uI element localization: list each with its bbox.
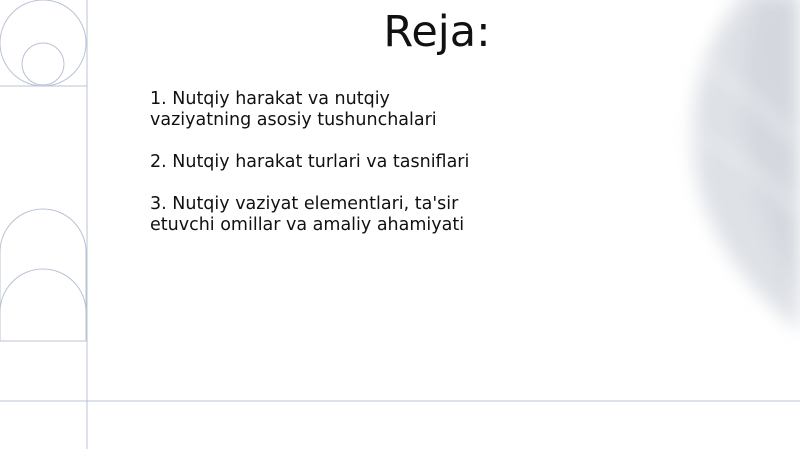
agenda-list bbox=[150, 89, 490, 257]
agenda-item: 3. Nutqiy vaziyat elementlari, ta'sir etuvchi omillar va amaliy ahamiyati bbox=[150, 194, 465, 235]
agenda-item: 1. Nutqiy harakat va nutqiy vaziyatning asosiy tushunchalari bbox=[150, 89, 437, 130]
agenda-item: 2. Nutqiy harakat turlari va tasniflari bbox=[150, 152, 470, 172]
slide-title: Reja: bbox=[383, 7, 491, 57]
